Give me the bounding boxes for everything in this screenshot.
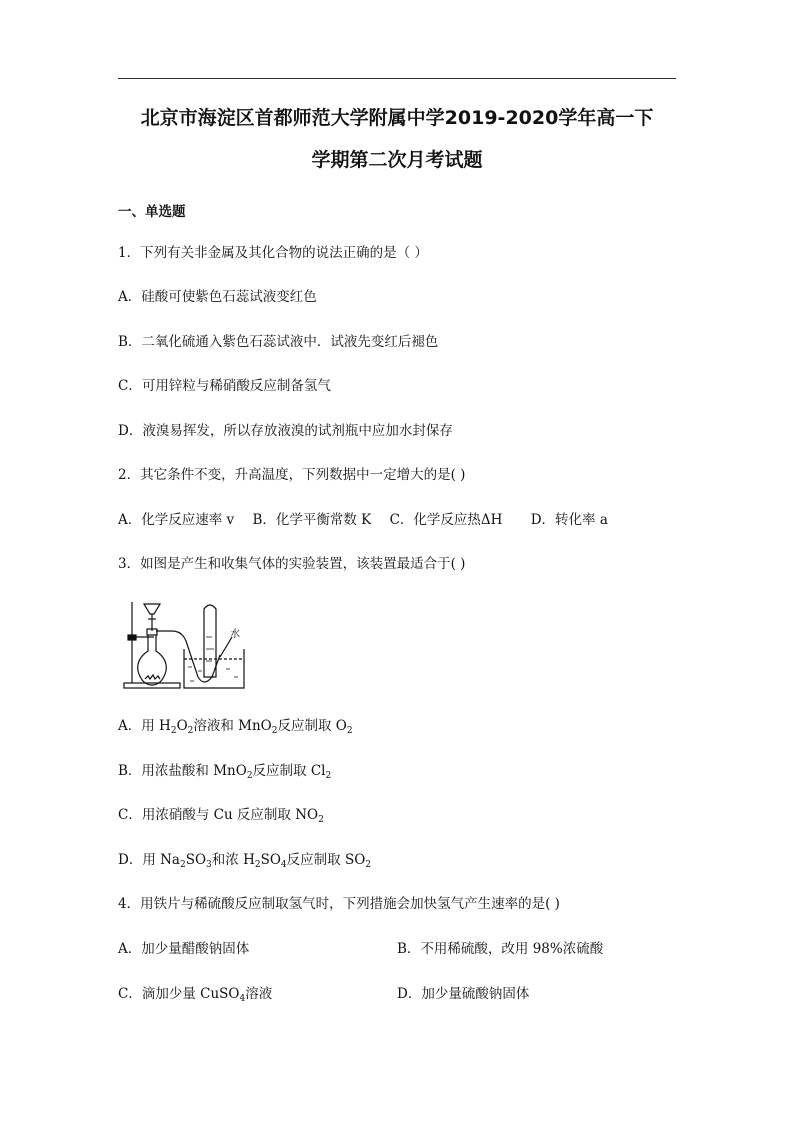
header-rule <box>118 78 676 79</box>
question-3-option-c: C．用浓硝酸与 Cu 反应制取 $NO_2$ <box>118 807 324 825</box>
question-3-option-a: A．用 $H_2O_2$溶液和 MnO$_2$反应制取 $O_2$ <box>118 718 353 736</box>
clamp-block <box>128 635 136 640</box>
question-2-option-d: D．转化率 a <box>530 512 608 528</box>
question-3-option-b: B．用浓盐酸和 MnO$_2$反应制取 $Cl_2$ <box>118 763 332 781</box>
question-2-option-a: A．化学反应速率 v <box>118 512 235 528</box>
question-4-option-b: B．不用稀硫酸，改用 98%浓硫酸 <box>397 941 604 957</box>
question-2-option-b: B．化学平衡常数 K <box>252 512 372 528</box>
question-3-option-d: D．用 $Na_2SO_3$和浓 $H_2SO_4$反应制取 $SO_2$ <box>118 852 371 870</box>
question-4-stem: 4．用铁片与稀硫酸反应制取氢气时，下列措施会加快氢气产生速率的是( ) <box>118 896 560 912</box>
page-title-line1: 北京市海淀区首都师范大学附属中学2019-2020学年高一下 <box>140 107 654 129</box>
question-1-option-b: B．二氧化硫通入紫色石蕊试液中．试液先变红后褪色 <box>118 334 439 350</box>
flask-solid <box>145 675 160 679</box>
question-4-option-d: D．加少量硫酸钠固体 <box>397 986 530 1002</box>
water-label-pointer <box>220 637 232 657</box>
question-2-option-c: C．化学反应热ΔH <box>389 512 503 528</box>
round-flask <box>138 635 167 685</box>
delivery-tube <box>156 631 220 682</box>
gas-apparatus-figure <box>120 597 250 693</box>
separatory-funnel <box>144 604 160 614</box>
section-heading: 一、单选题 <box>118 204 186 220</box>
water-label: 水 <box>230 629 240 640</box>
collecting-tube <box>204 605 216 677</box>
question-1-option-d: D．液溴易挥发，所以存放液溴的试剂瓶中应加水封保存 <box>118 423 453 439</box>
question-1-stem: 1．下列有关非金属及其化合物的说法正确的是（ ） <box>118 245 428 261</box>
question-3-stem: 3．如图是产生和收集气体的实验装置，该装置最适合于( ) <box>118 556 466 572</box>
question-4-option-a: A．加少量醋酸钠固体 <box>118 941 250 957</box>
question-2-options <box>118 511 608 529</box>
question-2-stem: 2．其它条件不变，升高温度，下列数据中一定增大的是( ) <box>118 467 466 483</box>
question-1-option-a: A．硅酸可使紫色石蕊试液变红色 <box>118 289 317 305</box>
question-4-option-c: C．滴加少量 CuSO$_4$溶液 <box>118 986 273 1004</box>
water-trough <box>184 649 244 688</box>
tube-water-marks <box>206 637 214 661</box>
question-1-option-c: C．可用锌粒与稀硝酸反应制备氢气 <box>118 378 331 394</box>
page-title-line2: 学期第二次月考试题 <box>311 149 483 171</box>
